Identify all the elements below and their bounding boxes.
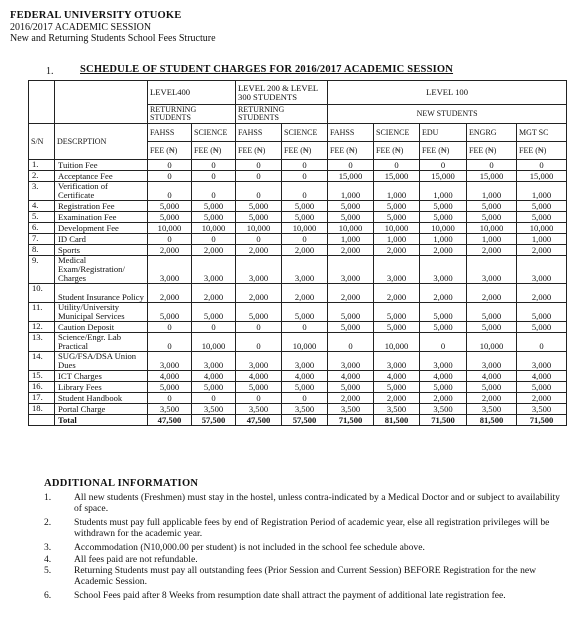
fee-row [29, 284, 567, 303]
fee-value: 5,000 [282, 303, 328, 322]
fee-value: 0 [282, 182, 328, 201]
fee-value: 5,000 [328, 382, 374, 393]
fees-table [28, 80, 567, 426]
fee-value: 0 [148, 160, 192, 171]
row-number: 2. [29, 171, 55, 182]
fee-value: 10,000 [192, 223, 236, 234]
fee-value: 3,000 [517, 256, 567, 284]
fee-value: 10,000 [374, 333, 420, 352]
row-number: 3. [29, 182, 55, 201]
total-value: 47,500 [236, 415, 282, 426]
note-text: Accommodation (N10,000.00 per student) is not included in the school fee schedule above. [74, 542, 425, 553]
fee-value: 4,000 [148, 371, 192, 382]
fee-unit-header: FEE (₦) [374, 142, 420, 160]
fee-value: 5,000 [517, 382, 567, 393]
row-number: 10. [29, 284, 55, 303]
fee-value: 5,000 [148, 212, 192, 223]
fee-value: 5,000 [467, 201, 517, 212]
fee-value: 15,000 [328, 171, 374, 182]
fee-row [29, 404, 567, 415]
fee-value: 5,000 [420, 201, 467, 212]
fee-unit-header: FEE (₦) [517, 142, 567, 160]
fee-value: 10,000 [148, 223, 192, 234]
row-description: Caution Deposit [55, 322, 148, 333]
fee-value: 0 [236, 234, 282, 245]
fee-value: 3,000 [236, 256, 282, 284]
total-value: 81,500 [374, 415, 420, 426]
fee-value: 2,000 [517, 393, 567, 404]
fee-value: 10,000 [467, 223, 517, 234]
fee-value: 10,000 [374, 223, 420, 234]
fee-value: 10,000 [517, 223, 567, 234]
fee-value: 0 [517, 333, 567, 352]
faculty-header: FAHSS [148, 124, 192, 142]
fee-value: 5,000 [328, 201, 374, 212]
fee-value: 0 [192, 322, 236, 333]
fee-value: 0 [282, 393, 328, 404]
fee-value: 5,000 [420, 212, 467, 223]
fee-unit-header: FEE (₦) [236, 142, 282, 160]
fee-unit-header: FEE (₦) [282, 142, 328, 160]
row-number: 8. [29, 245, 55, 256]
fee-value: 3,000 [467, 256, 517, 284]
description-header: DESCRPTION [55, 124, 148, 160]
fee-row [29, 234, 567, 245]
fee-value: 0 [148, 393, 192, 404]
fee-value: 0 [192, 182, 236, 201]
fee-value: 4,000 [420, 371, 467, 382]
row-number: 9. [29, 256, 55, 284]
new-students-header: NEW STUDENTS [328, 105, 567, 124]
fee-value: 5,000 [236, 212, 282, 223]
row-number: 6. [29, 223, 55, 234]
level-100-header: LEVEL 100 [328, 81, 567, 105]
fee-unit-header: FEE (₦) [328, 142, 374, 160]
fee-value: 0 [236, 393, 282, 404]
fee-value: 1,000 [420, 234, 467, 245]
note-text: All new students (Freshmen) must stay in the hostel, unless contra-indicated by a Medical Doctor and or subject to availability of space. [74, 492, 560, 514]
faculty-header: FAHSS [328, 124, 374, 142]
fee-value: 3,500 [236, 404, 282, 415]
fee-value: 4,000 [467, 371, 517, 382]
fee-row [29, 171, 567, 182]
additional-information-title: ADDITIONAL INFORMATION [44, 478, 199, 489]
fee-value: 3,000 [192, 256, 236, 284]
fee-value: 0 [282, 322, 328, 333]
row-number: 11. [29, 303, 55, 322]
fee-value: 10,000 [328, 223, 374, 234]
fee-value: 2,000 [374, 393, 420, 404]
row-number: 5. [29, 212, 55, 223]
fee-unit-header: FEE (₦) [148, 142, 192, 160]
fee-row [29, 182, 567, 201]
header-blank [55, 81, 148, 124]
fee-value: 5,000 [148, 201, 192, 212]
fee-value: 5,000 [236, 303, 282, 322]
fee-value: 4,000 [236, 371, 282, 382]
fee-unit-header: FEE (₦) [192, 142, 236, 160]
fee-value: 5,000 [374, 212, 420, 223]
returning-students-header: RETURNING STUDENTS [236, 105, 328, 124]
row-description: Student Handbook [55, 393, 148, 404]
document-subtitle: New and Returning Students School Fees Structure [10, 33, 216, 44]
fee-value: 5,000 [420, 303, 467, 322]
fee-value: 2,000 [148, 284, 192, 303]
fee-value: 0 [236, 333, 282, 352]
fee-value: 1,000 [328, 234, 374, 245]
fee-value: 0 [236, 322, 282, 333]
fee-value: 5,000 [374, 303, 420, 322]
fee-value: 1,000 [467, 182, 517, 201]
fee-value: 0 [148, 322, 192, 333]
fee-value: 3,500 [517, 404, 567, 415]
level-400-header: LEVEL400 [148, 81, 236, 105]
fee-value: 0 [420, 333, 467, 352]
academic-session: 2016/2017 ACADEMIC SESSION [10, 22, 152, 33]
fee-value: 1,000 [467, 234, 517, 245]
note-number: 1. [44, 492, 52, 503]
fee-row [29, 393, 567, 404]
fee-row [29, 223, 567, 234]
fee-value: 0 [148, 182, 192, 201]
fee-value: 0 [282, 171, 328, 182]
fee-value: 3,000 [374, 256, 420, 284]
fee-value: 0 [192, 160, 236, 171]
fee-value: 3,500 [282, 404, 328, 415]
note-text: All fees paid are not refundable. [74, 554, 198, 565]
fee-value: 0 [148, 333, 192, 352]
fee-value: 5,000 [148, 303, 192, 322]
fee-value: 2,000 [467, 245, 517, 256]
fee-value: 5,000 [192, 201, 236, 212]
fee-value: 0 [282, 160, 328, 171]
row-description: Utility/University Municipal Services [55, 303, 148, 322]
fee-value: 5,000 [517, 303, 567, 322]
fee-value: 0 [420, 160, 467, 171]
fee-value: 5,000 [517, 201, 567, 212]
fee-value: 5,000 [192, 303, 236, 322]
row-description: Library Fees [55, 382, 148, 393]
fee-row [29, 382, 567, 393]
fee-value: 2,000 [420, 284, 467, 303]
fee-value: 10,000 [192, 333, 236, 352]
fee-value: 5,000 [467, 212, 517, 223]
fee-value: 2,000 [420, 393, 467, 404]
fee-row [29, 160, 567, 171]
faculty-header: FAHSS [236, 124, 282, 142]
fee-value: 5,000 [328, 303, 374, 322]
fee-row [29, 201, 567, 212]
fee-value: 5,000 [236, 382, 282, 393]
fee-value: 3,000 [282, 256, 328, 284]
fee-value: 2,000 [282, 245, 328, 256]
total-label: Total [55, 415, 148, 426]
fee-value: 5,000 [192, 382, 236, 393]
fee-value: 10,000 [236, 223, 282, 234]
fee-value: 2,000 [517, 245, 567, 256]
fee-value: 5,000 [467, 382, 517, 393]
row-description: Portal Charge [55, 404, 148, 415]
fee-value: 2,000 [192, 284, 236, 303]
row-number: 16. [29, 382, 55, 393]
row-description: Sports [55, 245, 148, 256]
fee-value: 3,000 [328, 256, 374, 284]
fee-value: 3,500 [148, 404, 192, 415]
row-description: Student Insurance Policy [55, 284, 148, 303]
note-number: 6. [44, 590, 52, 601]
fee-value: 2,000 [517, 284, 567, 303]
fee-value: 4,000 [517, 371, 567, 382]
row-number: 1. [29, 160, 55, 171]
returning-students-header: RETURNING STUDENTS [148, 105, 236, 124]
level-200-300-header: LEVEL 200 & LEVEL 300 STUDENTS [236, 81, 328, 105]
fee-value: 2,000 [328, 245, 374, 256]
fee-value: 0 [148, 234, 192, 245]
fee-value: 1,000 [517, 234, 567, 245]
fee-value: 0 [192, 234, 236, 245]
fee-value: 0 [282, 234, 328, 245]
fee-value: 15,000 [420, 171, 467, 182]
fee-value: 0 [236, 182, 282, 201]
fee-value: 10,000 [282, 223, 328, 234]
row-number: 18. [29, 404, 55, 415]
row-description: Examination Fee [55, 212, 148, 223]
fee-value: 10,000 [467, 333, 517, 352]
row-description: ICT Charges [55, 371, 148, 382]
fee-value: 0 [148, 171, 192, 182]
fee-value: 5,000 [467, 322, 517, 333]
fee-value: 15,000 [467, 171, 517, 182]
fee-value: 5,000 [374, 322, 420, 333]
fee-value: 1,000 [328, 182, 374, 201]
row-description: SUG/FSA/DSA Union Dues [55, 352, 148, 371]
fee-value: 3,000 [517, 352, 567, 371]
total-row [29, 415, 567, 426]
fee-value: 3,000 [467, 352, 517, 371]
fee-value: 0 [517, 160, 567, 171]
fee-row [29, 245, 567, 256]
fee-value: 3,500 [328, 404, 374, 415]
fee-value: 3,000 [236, 352, 282, 371]
faculty-header: ENGRG [467, 124, 517, 142]
row-description: ID Card [55, 234, 148, 245]
fee-value: 3,000 [328, 352, 374, 371]
fee-value: 5,000 [236, 201, 282, 212]
row-number: 4. [29, 201, 55, 212]
total-value: 57,500 [282, 415, 328, 426]
fee-value: 3,000 [192, 352, 236, 371]
fee-value: 2,000 [374, 245, 420, 256]
fee-value: 2,000 [420, 245, 467, 256]
sn-header: S/N [29, 124, 55, 160]
fee-value: 0 [236, 171, 282, 182]
fee-row [29, 333, 567, 352]
schedule-number: 1. [46, 66, 54, 77]
fee-value: 4,000 [328, 371, 374, 382]
fee-value: 2,000 [374, 284, 420, 303]
row-number: 12. [29, 322, 55, 333]
fee-value: 5,000 [282, 382, 328, 393]
fee-value: 3,000 [374, 352, 420, 371]
fee-row [29, 256, 567, 284]
row-number: 13. [29, 333, 55, 352]
fee-value: 0 [192, 393, 236, 404]
row-description: Verification of Certificate [55, 182, 148, 201]
fee-value: 2,000 [282, 284, 328, 303]
note-text: Students must pay full applicable fees by end of Registration Period of academic year, else all registration privileges will be withdrawn for the academic year. [74, 517, 550, 539]
row-description: Acceptance Fee [55, 171, 148, 182]
fee-value: 3,000 [420, 256, 467, 284]
faculty-header: MGT SC [517, 124, 567, 142]
fee-value: 5,000 [192, 212, 236, 223]
row-number: 17. [29, 393, 55, 404]
fee-value: 5,000 [374, 201, 420, 212]
fee-value: 15,000 [517, 171, 567, 182]
note-number: 5. [44, 565, 52, 576]
fee-value: 0 [467, 160, 517, 171]
row-number: 7. [29, 234, 55, 245]
fee-value: 3,500 [467, 404, 517, 415]
total-value: 47,500 [148, 415, 192, 426]
fee-row [29, 322, 567, 333]
fee-value: 5,000 [148, 382, 192, 393]
fee-value: 2,000 [328, 284, 374, 303]
row-number: 14. [29, 352, 55, 371]
fee-value: 3,500 [420, 404, 467, 415]
fee-value: 1,000 [420, 182, 467, 201]
note-number: 2. [44, 517, 52, 528]
fee-value: 0 [236, 160, 282, 171]
fee-value: 15,000 [374, 171, 420, 182]
fee-value: 4,000 [192, 371, 236, 382]
fee-value: 2,000 [192, 245, 236, 256]
fee-value: 3,000 [420, 352, 467, 371]
faculty-header: SCIENCE [282, 124, 328, 142]
fee-value: 3,500 [192, 404, 236, 415]
fee-value: 5,000 [517, 322, 567, 333]
row-description: Development Fee [55, 223, 148, 234]
fee-value: 0 [374, 160, 420, 171]
fee-row [29, 352, 567, 371]
fee-row [29, 371, 567, 382]
row-description: Science/Engr. Lab Practical [55, 333, 148, 352]
fee-value: 0 [192, 171, 236, 182]
fee-value: 3,000 [282, 352, 328, 371]
fee-value: 2,000 [328, 393, 374, 404]
fee-value: 4,000 [374, 371, 420, 382]
fee-value: 3,000 [148, 256, 192, 284]
fee-value: 5,000 [282, 212, 328, 223]
fee-value: 10,000 [420, 223, 467, 234]
fee-value: 5,000 [420, 382, 467, 393]
total-value: 71,500 [420, 415, 467, 426]
fee-value: 1,000 [374, 182, 420, 201]
fee-row [29, 303, 567, 322]
fee-unit-header: FEE (₦) [467, 142, 517, 160]
fee-value: 2,000 [236, 284, 282, 303]
fee-value: 2,000 [148, 245, 192, 256]
faculty-header: SCIENCE [374, 124, 420, 142]
fee-value: 3,500 [374, 404, 420, 415]
fee-value: 5,000 [374, 382, 420, 393]
fee-value: 5,000 [467, 303, 517, 322]
note-text: Returning Students must pay all outstanding fees (Prior Session and Current Session) BEFORE Registration for the new Academic Session. [74, 565, 537, 587]
fee-value: 10,000 [282, 333, 328, 352]
row-description: Tuition Fee [55, 160, 148, 171]
faculty-header: SCIENCE [192, 124, 236, 142]
row-number: 15. [29, 371, 55, 382]
schedule-title: SCHEDULE OF STUDENT CHARGES FOR 2016/2017 ACADEMIC SESSION [80, 64, 454, 75]
total-blank [29, 415, 55, 426]
total-value: 81,500 [467, 415, 517, 426]
fee-value: 5,000 [420, 322, 467, 333]
header-blank [29, 81, 55, 124]
fee-value: 5,000 [282, 201, 328, 212]
total-value: 57,500 [192, 415, 236, 426]
fee-value: 1,000 [517, 182, 567, 201]
fee-value: 2,000 [467, 393, 517, 404]
faculty-header: EDU [420, 124, 467, 142]
total-value: 71,500 [328, 415, 374, 426]
fee-value: 2,000 [236, 245, 282, 256]
fee-value: 5,000 [517, 212, 567, 223]
fee-value: 3,000 [148, 352, 192, 371]
row-description: Registration Fee [55, 201, 148, 212]
fee-value: 2,000 [467, 284, 517, 303]
fee-value: 5,000 [328, 322, 374, 333]
note-number: 4. [44, 554, 52, 565]
total-value: 71,500 [517, 415, 567, 426]
fee-unit-header: FEE (₦) [420, 142, 467, 160]
row-description: Medical Exam/Registration/ Charges [55, 256, 148, 284]
university-name: FEDERAL UNIVERSITY OTUOKE [10, 10, 182, 21]
note-text: School Fees paid after 8 Weeks from resumption date shall attract the payment of additional late registration fee. [74, 590, 506, 601]
fee-value: 1,000 [374, 234, 420, 245]
note-number: 3. [44, 542, 52, 553]
fee-value: 4,000 [282, 371, 328, 382]
fee-value: 5,000 [328, 212, 374, 223]
fee-value: 0 [328, 160, 374, 171]
fee-value: 0 [328, 333, 374, 352]
fee-row [29, 212, 567, 223]
